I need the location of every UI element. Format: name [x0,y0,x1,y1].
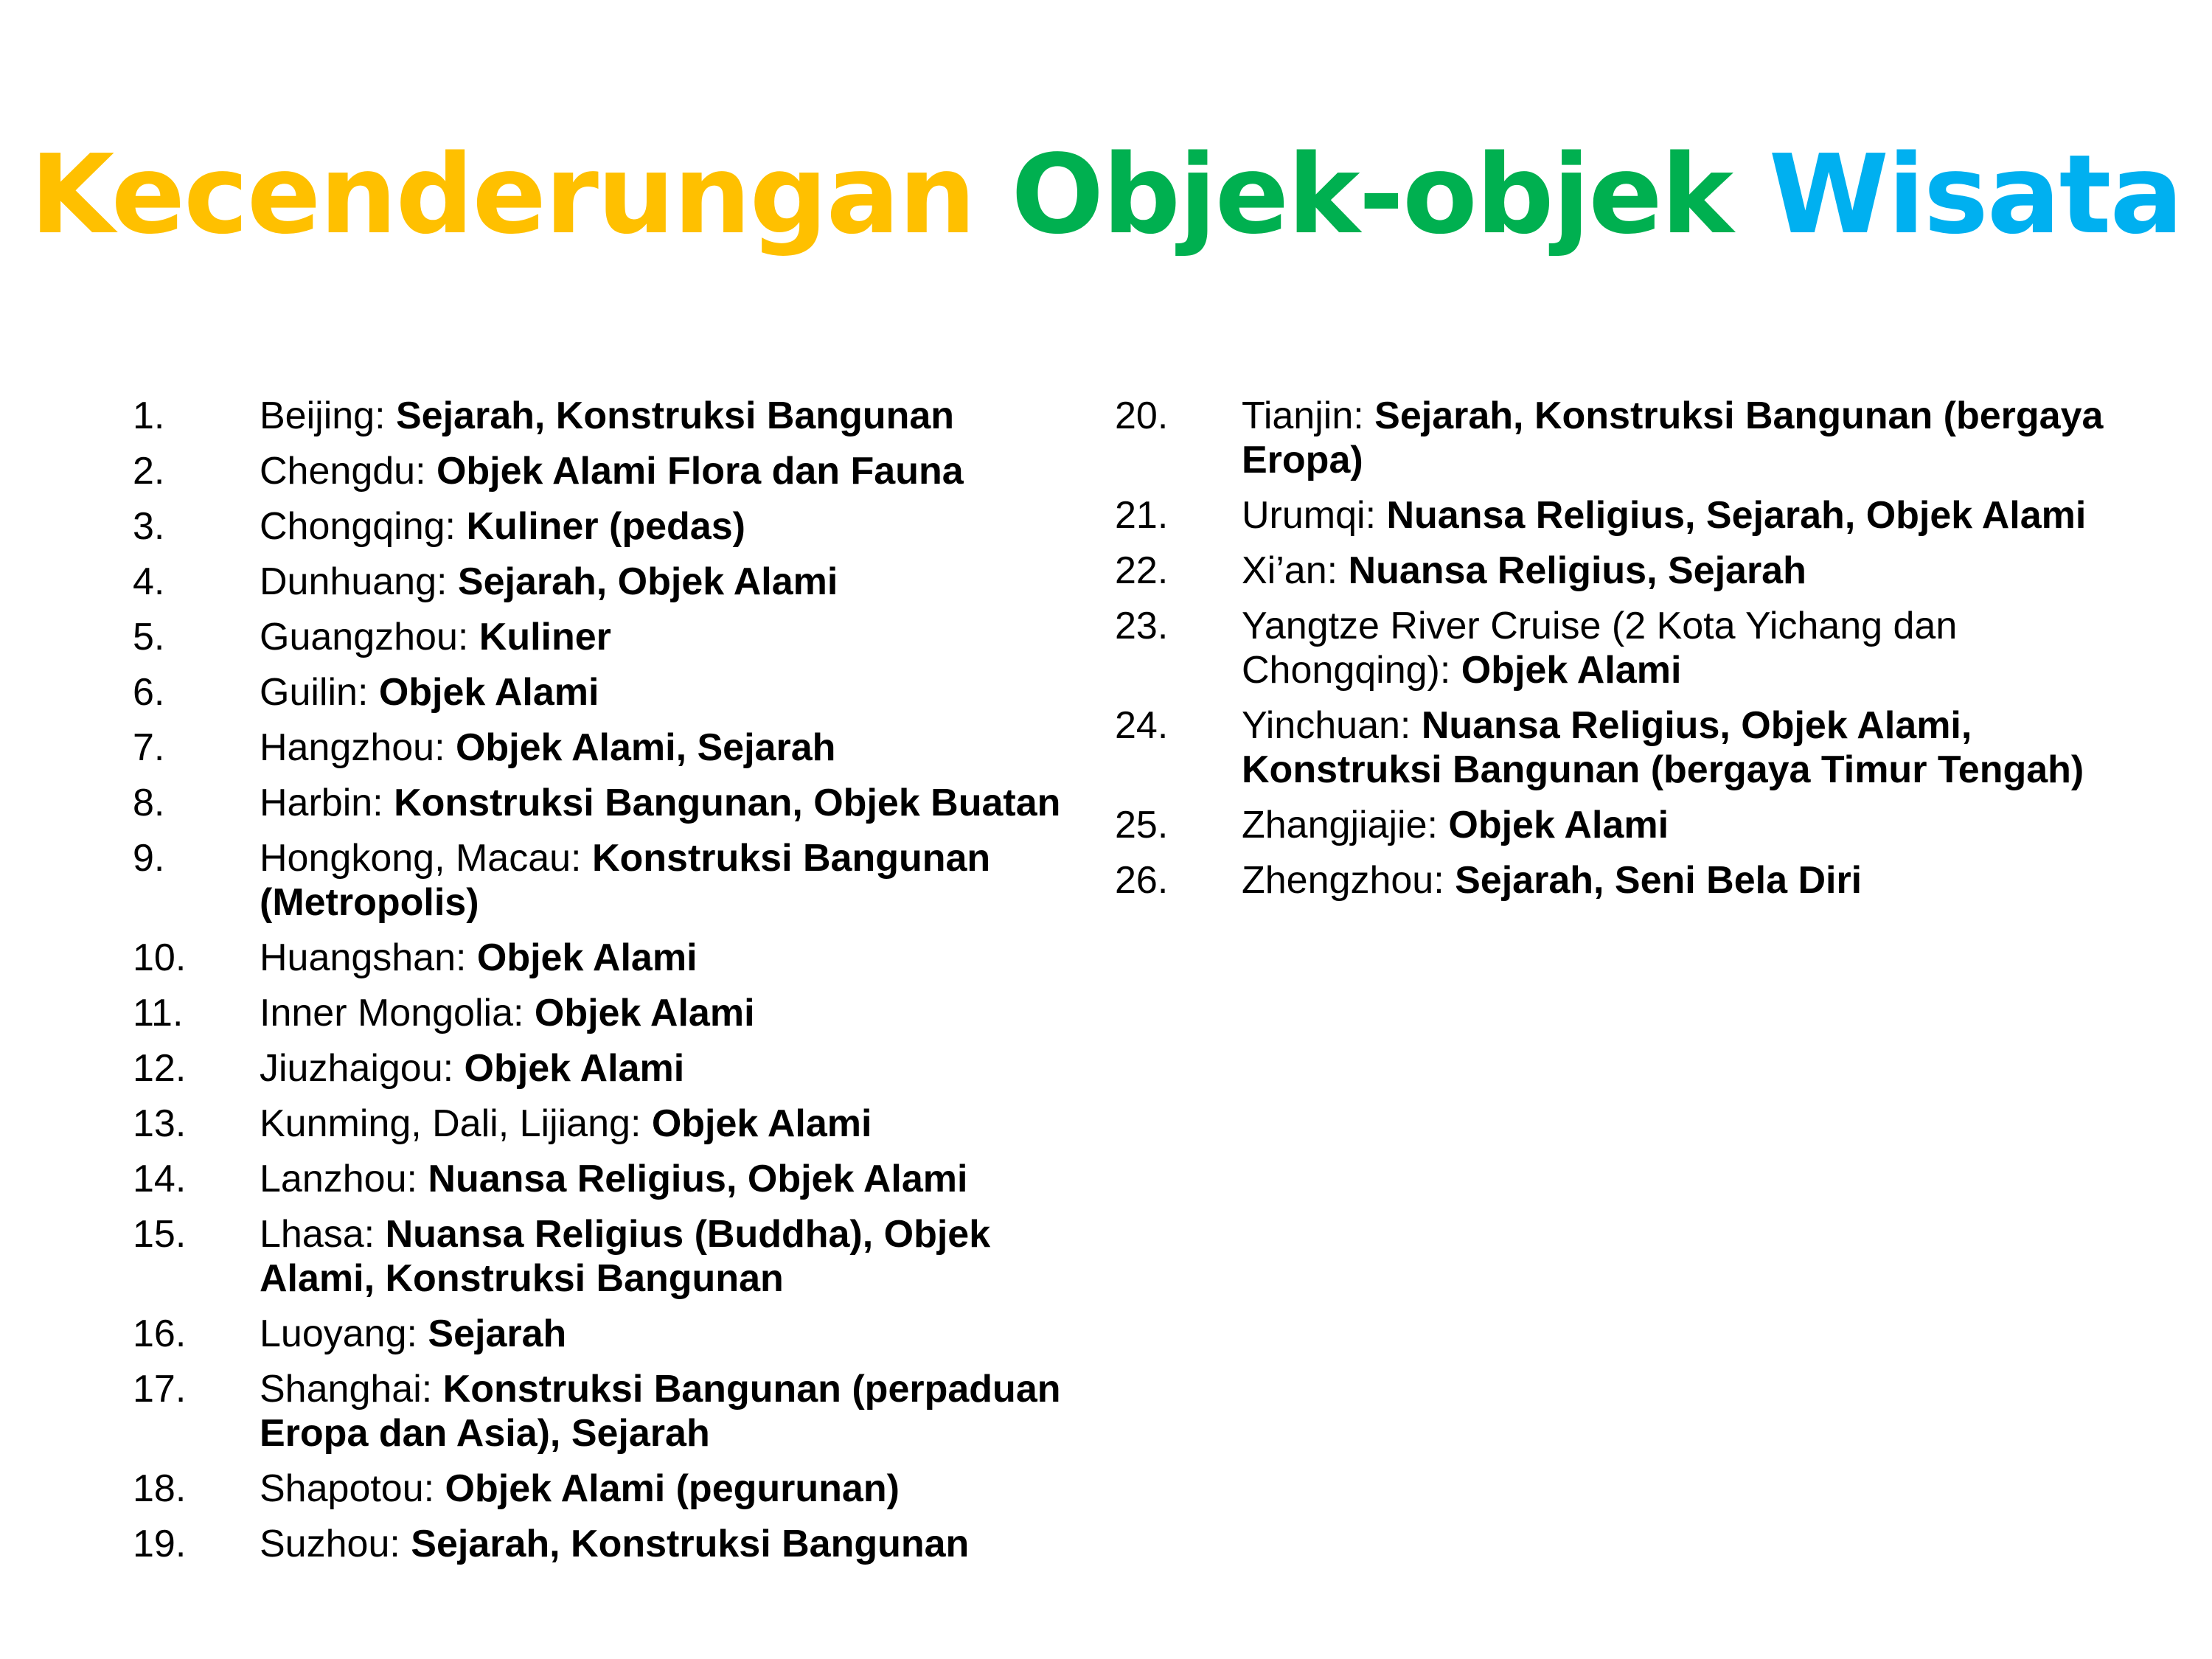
list-item [133,1046,1106,1091]
list-item [133,1467,1106,1511]
item-text [260,836,1106,925]
item-city: Beijing: [260,394,396,437]
list-item [133,726,1106,770]
list-item [133,1157,1106,1201]
item-number: 12. [133,1047,187,1090]
title-word-objek-objek: Objek-objek [1011,131,1733,258]
item-description: Objek Alami [651,1102,872,1145]
item-number: 5. [133,616,165,658]
item-city: Shanghai: [260,1368,443,1411]
item-text [1242,604,2162,692]
item-number: 22. [1115,549,1169,592]
item-city: Shapotou: [260,1467,445,1510]
item-number: 3. [133,505,165,548]
item-text [260,504,1106,549]
item-description: Sejarah, Objek Alami [457,560,838,603]
item-city: Hangzhou: [260,726,456,769]
list-item [133,670,1106,714]
item-number: 14. [133,1158,187,1200]
item-description: Sejarah, Konstruksi Bangunan [396,394,955,437]
item-text [260,1312,1106,1356]
list-item [1115,858,2162,902]
item-number: 24. [1115,704,1169,747]
list-item [1115,493,2162,538]
item-city: Lanzhou: [260,1158,428,1200]
item-description: Nuansa Religius, Sejarah, Objek Alami [1386,494,2087,537]
item-description: Kuliner (pedas) [466,505,745,548]
item-description: Objek Alami [1461,649,1682,692]
item-description: Objek Alami [476,936,698,979]
item-text [260,1046,1106,1091]
list-item [1115,394,2162,482]
item-text [260,560,1106,604]
item-city: Lhasa: [260,1213,386,1256]
list-item [133,1522,1106,1566]
list-item [133,1212,1106,1301]
title-word-wisata: Wisata [1768,131,2183,258]
list-item [133,1102,1106,1146]
list-item [133,615,1106,659]
item-city: Yinchuan: [1242,704,1422,747]
item-text [260,615,1106,659]
item-number: 26. [1115,859,1169,902]
item-text [1242,394,2162,482]
item-text [260,394,1106,438]
item-city: Inner Mongolia: [260,992,535,1034]
item-number: 4. [133,560,165,603]
list-item [133,781,1106,825]
item-number: 16. [133,1312,187,1355]
item-description: Objek Alami [378,671,599,714]
item-number: 25. [1115,804,1169,846]
item-number: 20. [1115,394,1169,437]
list-item [133,560,1106,604]
item-number: 11. [133,992,184,1034]
list-item [133,991,1106,1035]
item-text [1242,803,2162,847]
item-text [1242,493,2162,538]
item-number: 23. [1115,605,1169,647]
item-text [260,726,1106,770]
item-text [1242,703,2162,792]
list-item [133,836,1106,925]
item-number: 21. [1115,494,1169,537]
item-text [260,1157,1106,1201]
item-number: 13. [133,1102,187,1145]
item-city: Xi’an: [1242,549,1349,592]
item-text [1242,858,2162,902]
item-description: Objek Alami [1448,804,1669,846]
item-description: Nuansa Religius, Objek Alami, Konstruksi Bangunan (bergaya Timur Tengah) [1242,704,2084,791]
list-item [1115,803,2162,847]
list-item [133,504,1106,549]
item-number: 7. [133,726,165,769]
item-description: Sejarah, Konstruksi Bangunan [411,1523,970,1565]
item-text [260,1367,1106,1455]
item-description: Objek Alami (pegurunan) [445,1467,900,1510]
item-description: Objek Alami, Sejarah [455,726,836,769]
list-item [133,449,1106,493]
item-number: 1. [133,394,165,437]
item-city: Yangtze River Cruise (2 Kota Yichang dan Chongqing): [1242,605,1958,692]
item-city: Kunming, Dali, Lijiang: [260,1102,652,1145]
item-city: Dunhuang: [260,560,458,603]
list-item [133,1367,1106,1455]
list-item [133,936,1106,980]
item-number: 6. [133,671,165,714]
item-description: Konstruksi Bangunan (Metropolis) [260,837,991,924]
item-city: Urumqi: [1242,494,1387,537]
item-city: Jiuzhaigou: [260,1047,465,1090]
item-description: Nuansa Religius, Objek Alami [428,1158,968,1200]
item-description: Kuliner [479,616,611,658]
item-description: Sejarah, Konstruksi Bangunan (bergaya Eropa) [1242,394,2104,481]
item-description: Konstruksi Bangunan (perpaduan Eropa dan Asia), Sejarah [260,1368,1061,1455]
item-description: Objek Alami [534,992,755,1034]
item-description: Sejarah [428,1312,567,1355]
item-number: 8. [133,782,165,824]
item-number: 2. [133,450,165,493]
destination-list-right [1115,394,2162,914]
item-text [260,449,1106,493]
list-item [133,394,1106,438]
destination-list-left [133,394,1106,1577]
item-description: Nuansa Religius, Sejarah [1348,549,1806,592]
item-description: Nuansa Religius (Buddha), Objek Alami, Konstruksi Bangunan [260,1213,991,1300]
item-text [260,1522,1106,1566]
item-city: Tianjin: [1242,394,1375,437]
item-text [260,1102,1106,1146]
item-text [260,936,1106,980]
item-text [260,991,1106,1035]
list-item [1115,604,2162,692]
item-city: Harbin: [260,782,394,824]
item-city: Chengdu: [260,450,437,493]
item-number: 15. [133,1213,187,1256]
list-item [1115,549,2162,593]
item-description: Objek Alami Flora dan Fauna [436,450,964,493]
item-city: Zhengzhou: [1242,859,1455,902]
item-city: Chongqing: [260,505,467,548]
item-number: 17. [133,1368,187,1411]
item-number: 9. [133,837,165,880]
slide-title [0,131,2212,258]
list-item [1115,703,2162,792]
item-city: Suzhou: [260,1523,411,1565]
item-city: Guangzhou: [260,616,479,658]
item-number: 10. [133,936,187,979]
item-city: Luoyang: [260,1312,428,1355]
item-description: Objek Alami [464,1047,685,1090]
title-word-kecenderungan: Kecenderungan [29,131,975,258]
list-item [133,1312,1106,1356]
item-text [1242,549,2162,593]
item-text [260,670,1106,714]
item-city: Hongkong, Macau: [260,837,592,880]
item-number: 19. [133,1523,187,1565]
item-text [260,781,1106,825]
item-city: Guilin: [260,671,379,714]
item-number: 18. [133,1467,187,1510]
item-text [260,1467,1106,1511]
item-text [260,1212,1106,1301]
item-city: Zhangjiajie: [1242,804,1449,846]
item-description: Sejarah, Seni Bela Diri [1455,859,1863,902]
item-city: Huangshan: [260,936,477,979]
item-description: Konstruksi Bangunan, Objek Buatan [394,782,1061,824]
